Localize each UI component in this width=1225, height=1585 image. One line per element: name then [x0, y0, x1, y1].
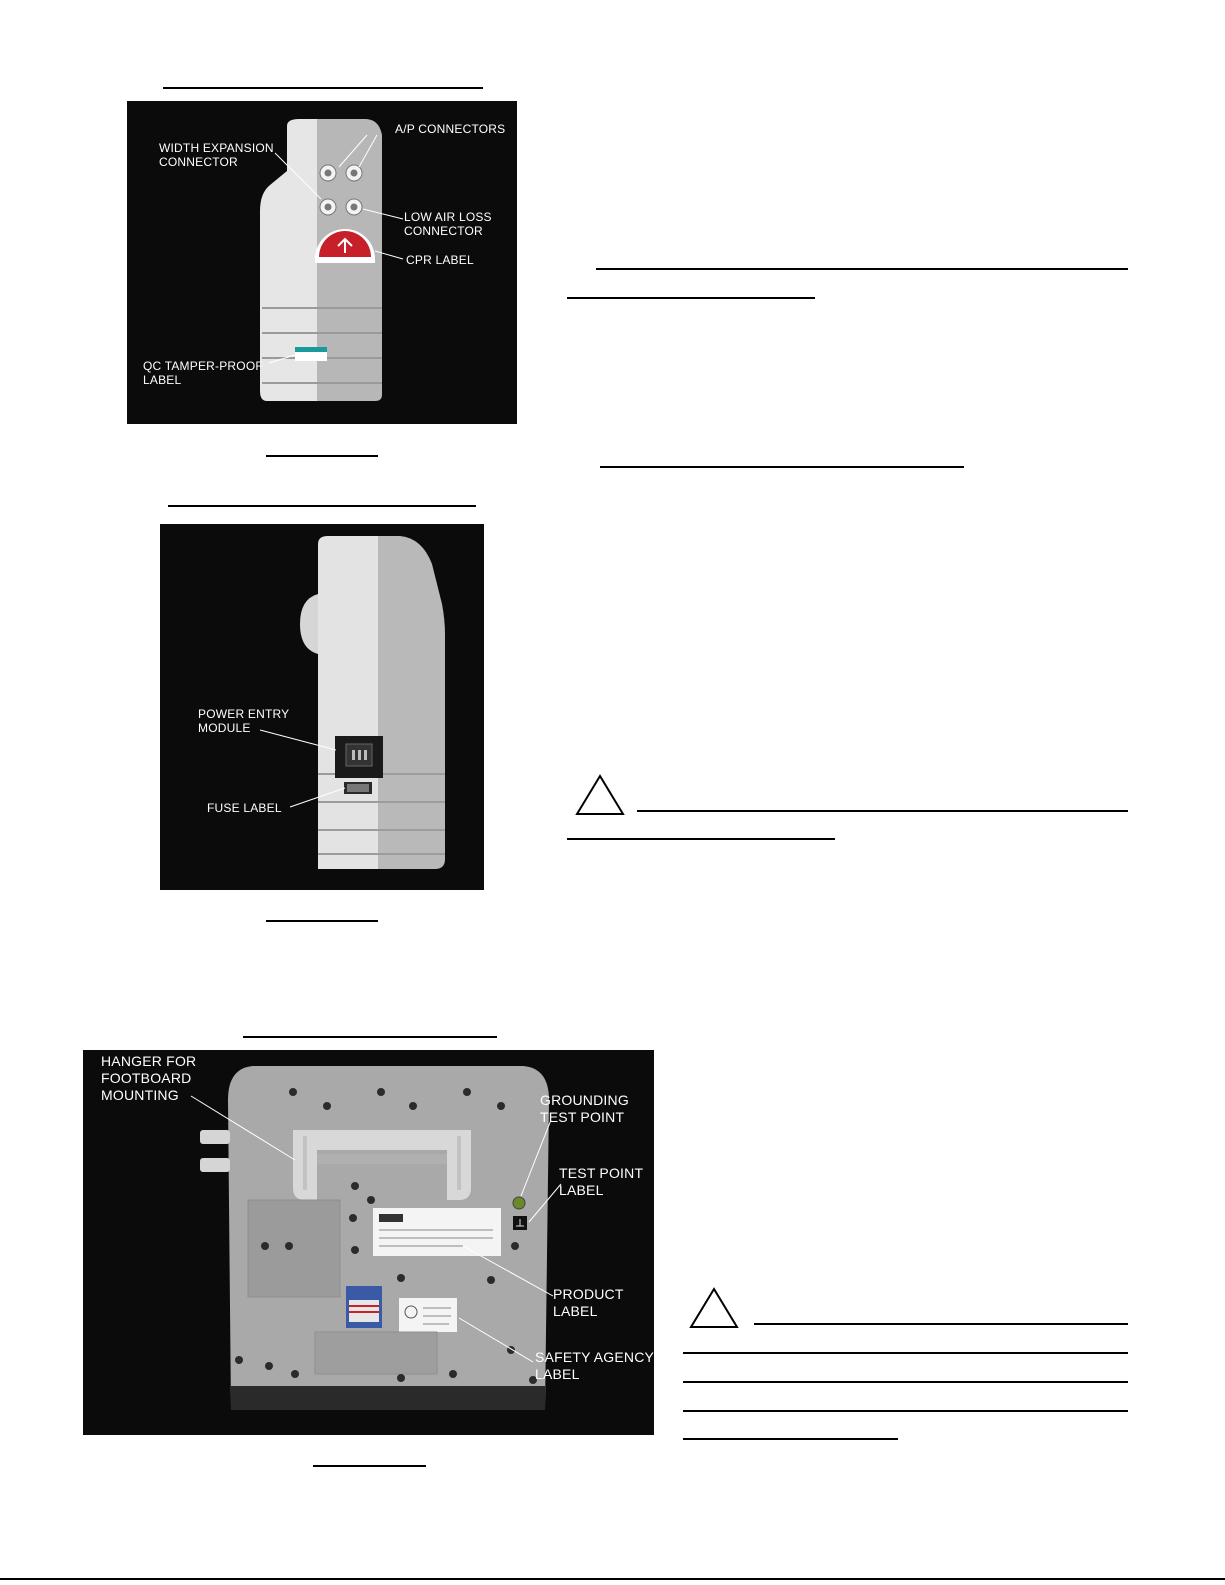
- side-fitting-icon: [200, 1130, 230, 1172]
- figure2-caption-rule: [266, 920, 378, 922]
- pump-right-side-photo: [160, 524, 484, 890]
- callout-hanger-for-footboard-mounting: HANGER FOR FOOTBOARD MOUNTING: [101, 1053, 197, 1103]
- right-section-rule-1b: [567, 297, 815, 299]
- callout-grounding-test-point: GROUNDING TEST POINT: [540, 1092, 629, 1125]
- right-section-rule-1a: [596, 268, 1128, 270]
- pump-left-side-photo: [127, 101, 517, 424]
- safety-agency-label-icon: [399, 1298, 457, 1332]
- warning2-rule-c: [683, 1381, 1128, 1383]
- figure3-title-rule: [243, 1036, 497, 1038]
- warning2-rule-d: [683, 1410, 1128, 1412]
- callout-product-label: PRODUCT LABEL: [553, 1286, 624, 1319]
- callout-qc-tamper-proof-label: QC TAMPER-PROOF LABEL: [143, 359, 263, 387]
- flag-sticker-icon: [346, 1286, 382, 1328]
- callout-width-expansion-connector: WIDTH EXPANSION CONNECTOR: [159, 141, 274, 169]
- grounding-test-point-icon: [513, 1197, 525, 1209]
- warning1-rule-b: [567, 838, 835, 840]
- warning2-rule-e: [683, 1438, 898, 1440]
- warning2-rule-b: [683, 1352, 1128, 1354]
- figure1-title-rule: [163, 87, 483, 89]
- product-label-icon: [373, 1208, 501, 1256]
- callout-ap-connectors: A/P CONNECTORS: [395, 122, 506, 136]
- figure3-caption-rule: [313, 1465, 426, 1467]
- warning1-rule-a: [637, 810, 1128, 812]
- power-entry-module-icon: [335, 736, 383, 778]
- qc-tamper-proof-label-icon: [295, 347, 327, 361]
- warning-triangle-icon: [574, 773, 626, 817]
- warning-triangle-icon: [688, 1286, 740, 1330]
- test-point-label-icon: [513, 1216, 527, 1230]
- callout-cpr-label: CPR LABEL: [406, 253, 474, 267]
- right-section-heading-rule: [600, 466, 964, 468]
- pump-housing-side: [318, 536, 378, 869]
- callout-power-entry-module: POWER ENTRY MODULE: [198, 707, 290, 735]
- callout-low-air-loss-connector: LOW AIR LOSS CONNECTOR: [404, 210, 492, 238]
- warning2-rule-a: [754, 1323, 1128, 1325]
- pump-back-photo: [83, 1050, 654, 1435]
- figure1-caption-rule: [266, 455, 378, 457]
- page-bottom-rule: [0, 1578, 1225, 1580]
- callout-fuse-label: FUSE LABEL: [207, 801, 282, 815]
- callout-safety-agency-label: SAFETY AGENCY LABEL: [535, 1349, 654, 1382]
- figure2-title-rule: [168, 505, 476, 507]
- fuse-label-icon: [344, 782, 372, 794]
- callout-test-point-label: TEST POINT LABEL: [559, 1165, 644, 1198]
